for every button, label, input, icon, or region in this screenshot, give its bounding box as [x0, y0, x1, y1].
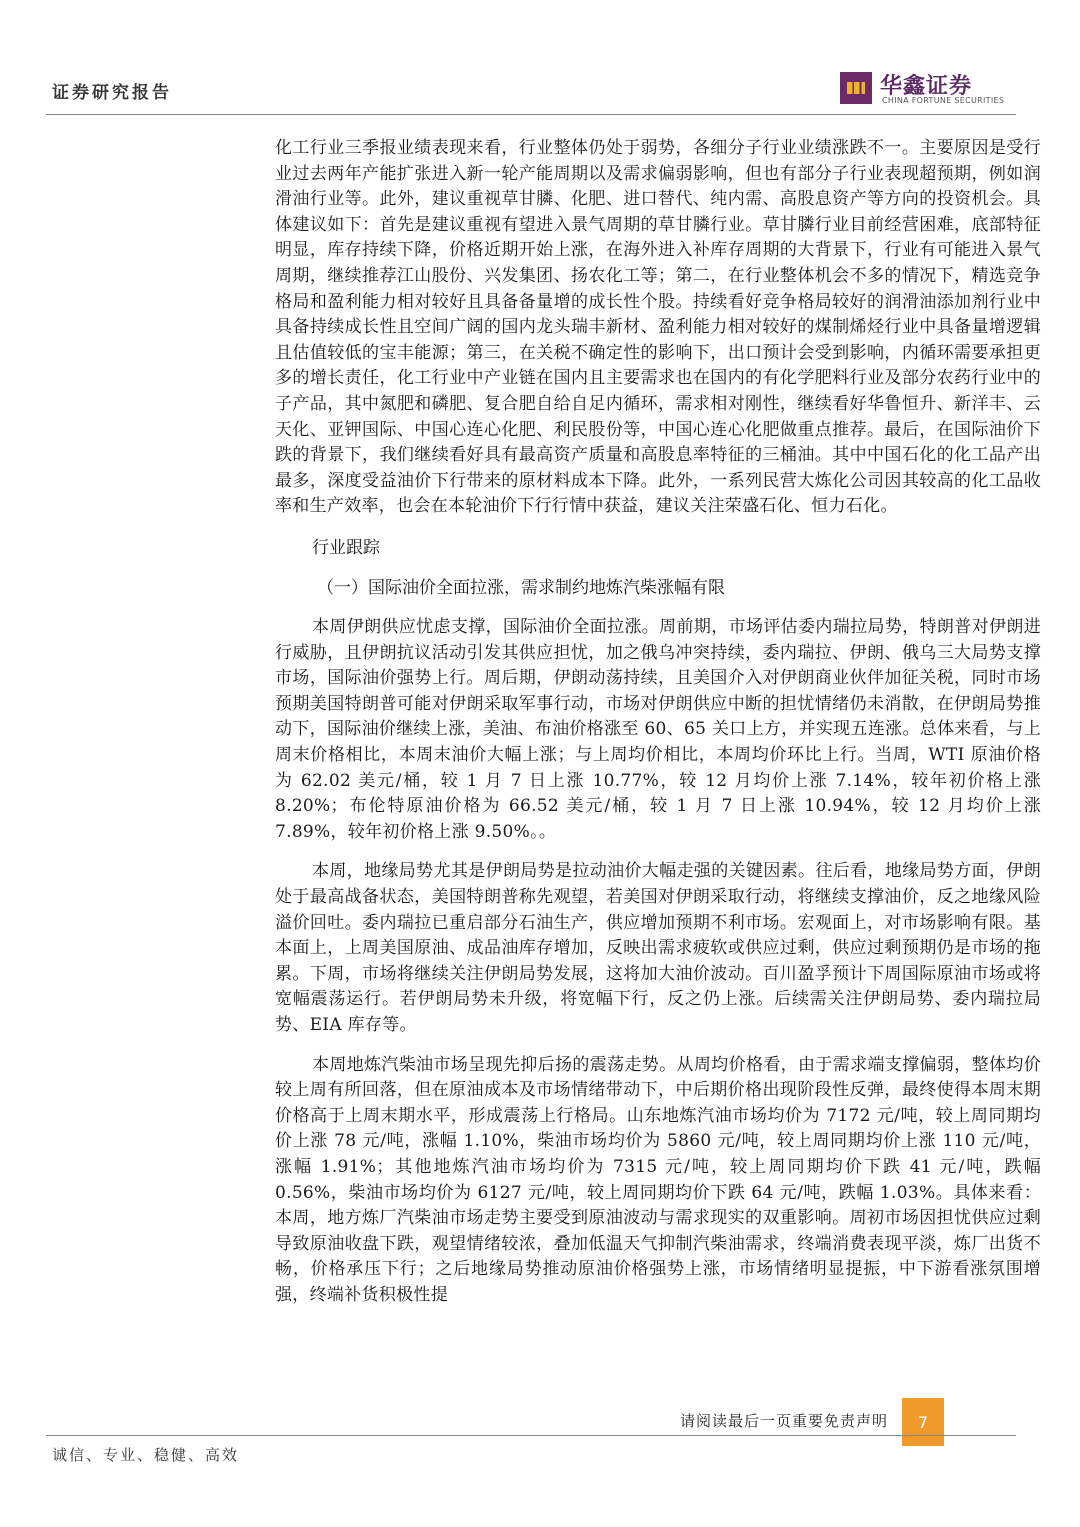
paragraph-oil-price: 本周伊朗供应忧虑支撑，国际油价全面拉涨。周前期，市场评估委内瑞拉局势，特朗普对伊朗进行威胁，且伊朗抗议活动引发其供应担忧，加之俄乌冲突持续，委内瑞拉、伊朗、俄乌三大局势支撑市场，国际油价强势上行。周后期，伊朗动荡持续，且美国介入对伊朗商业伙伴加征关税，同时市场预期美国特朗普可能对伊朗采取军事行动，市场对伊朗供应中断的担忧情绪仍未消散，在伊朗局势推动下，国际油价继续上涨，美油、布油价格涨至 60、65 关口上方，并实现五连涨。总体来看，与上周末价格相比，本周末油价大幅上涨；与上周均价相比，本周均价环比上行。当周，WTI 原油价格为 62.02 美元/桶，较 1 月 7 日上涨 10.77%，较 12 月均价上涨 7.14%，较年初价格上涨 8.20%；布伦特原油价格为 66.52 美元/桶，较 1 月 7 日上涨 10.94%，较 12 月均价上涨 7.89%，较年初价格上涨 9.50%。。	[275, 617, 1041, 842]
report-type-label: 证券研究报告	[52, 83, 172, 103]
company-motto: 诚信、专业、稳健、高效	[52, 1446, 240, 1464]
footer-divider	[46, 1435, 1016, 1436]
brand-logo-icon	[840, 72, 872, 104]
subsection-title: （一）国际油价全面拉涨，需求制约地炼汽柴涨幅有限	[317, 577, 725, 598]
paragraph-outlook: 本周，地缘局势尤其是伊朗局势是拉动油价大幅走强的关键因素。往后看，地缘局势方面，伊朗处于最高战备状态，美国特朗普称先观望，若美国对伊朗采取行动，将继续支撑油价，反之地缘风险溢价回吐。委内瑞拉已重启部分石油生产，供应增加预期不利市场。宏观面上，对市场影响有限。基本面上，上周美国原油、成品油库存增加，反映出需求疲软或供应过剩，供应过剩预期仍是市场的拖累。下周，市场将继续关注伊朗局势发展，这将加大油价波动。百川盈孚预计下周国际原油市场或将宽幅震荡运行。若伊朗局势未升级，将宽幅下行，反之仍上涨。后续需关注伊朗局势、委内瑞拉局势、EIA 库存等。	[275, 861, 1041, 1035]
section-title: 行业跟踪	[312, 537, 380, 558]
paragraph-refinery: 本周地炼汽柴油市场呈现先抑后扬的震荡走势。从周均价格看，由于需求端支撑偏弱，整体均价较上周有所回落，但在原油成本及市场情绪带动下，中后期价格出现阶段性反弹，最终使得本周末期价格高于上周末期水平，形成震荡上行格局。山东地炼汽油市场均价为 7172 元/吨，较上周同期均价上涨 78 元/吨，涨幅 1.10%，柴油市场均价为 5860 元/吨，较上周同期均价上涨 110 元/吨，涨幅 1.91%；其他地炼汽油市场均价为 7315 元/吨，较上周同期均价下跌 41 元/吨，跌幅 0.56%，柴油市场均价为 6127 元/吨，较上周同期均价下跌 64 元/吨，跌幅 1.03%。具体来看：本周，地方炼厂汽柴油市场走势主要受到原油波动与需求现实的双重影响。周初市场因担忧供应过剩导致原油收盘下跌，观望情绪较浓，叠加低温天气抑制汽柴油需求，终端消费表现平淡，炼厂出货不畅，价格承压下行；之后地缘局势推动原油价格强势上涨，市场情绪明显提振，中下游看涨氛围增强，终端补货积极性提	[275, 1054, 1041, 1305]
disclaimer-note: 请阅读最后一页重要免责声明	[680, 1412, 889, 1430]
intro-paragraph: 化工行业三季报业绩表现来看，行业整体仍处于弱势，各细分子行业业绩涨跌不一。主要原因是受行业过去两年产能扩张进入新一轮产能周期以及需求偏弱影响，但也有部分子行业表现超预期，例如润滑油行业等。此外，建议重视草甘膦、化肥、进口替代、纯内需、高股息资产等方向的投资机会。具体建议如下：首先是建议重视有望进入景气周期的草甘膦行业。草甘膦行业目前经营困难，底部特征明显，库存持续下降，价格近期开始上涨，在海外进入补库存周期的大背景下，行业有可能进入景气周期，继续推荐江山股份、兴发集团、扬农化工等；第二，在行业整体机会不多的情况下，精选竞争格局和盈利能力相对较好且具备备量增的成长性个股。持续看好竞争格局较好的润滑油添加剂行业中具备持续成长性且空间广阔的国内龙头瑞丰新材、盈利能力相对较好的煤制烯烃行业中具备量增逻辑且估值较低的宝丰能源；第三，在关税不确定性的影响下，出口预计会受到影响，内循环需要承担更多的增长责任，化工行业中产业链在国内且主要需求也在国内的有化学肥料行业及部分农药行业中的子产品，其中氮肥和磷肥、复合肥自给自足内循环，需求相对刚性，继续看好华鲁恒升、新洋丰、云天化、亚钾国际、中国心连心化肥、利民股份等，中国心连心化肥做重点推荐。最后，在国际油价下跌的背景下，我们继续看好具有最高资产质量和高股息率特征的三桶油。其中中国石化的化工品产出最多，深度受益油价下行带来的原材料成本下降。此外，一系列民营大炼化公司因其较高的化工品收率和生产效率，也会在本轮油价下行行情中获益，建议关注荣盛石化、恒力石化。	[275, 138, 1041, 517]
brand-logo	[840, 68, 1040, 108]
page-number-badge: 7	[902, 1398, 944, 1446]
brand-name-en: CHINA FORTUNE SECURITIES	[882, 96, 1005, 105]
main-content	[275, 136, 1041, 1309]
brand-name: 华鑫证券	[880, 74, 973, 99]
header-divider	[46, 114, 1016, 115]
